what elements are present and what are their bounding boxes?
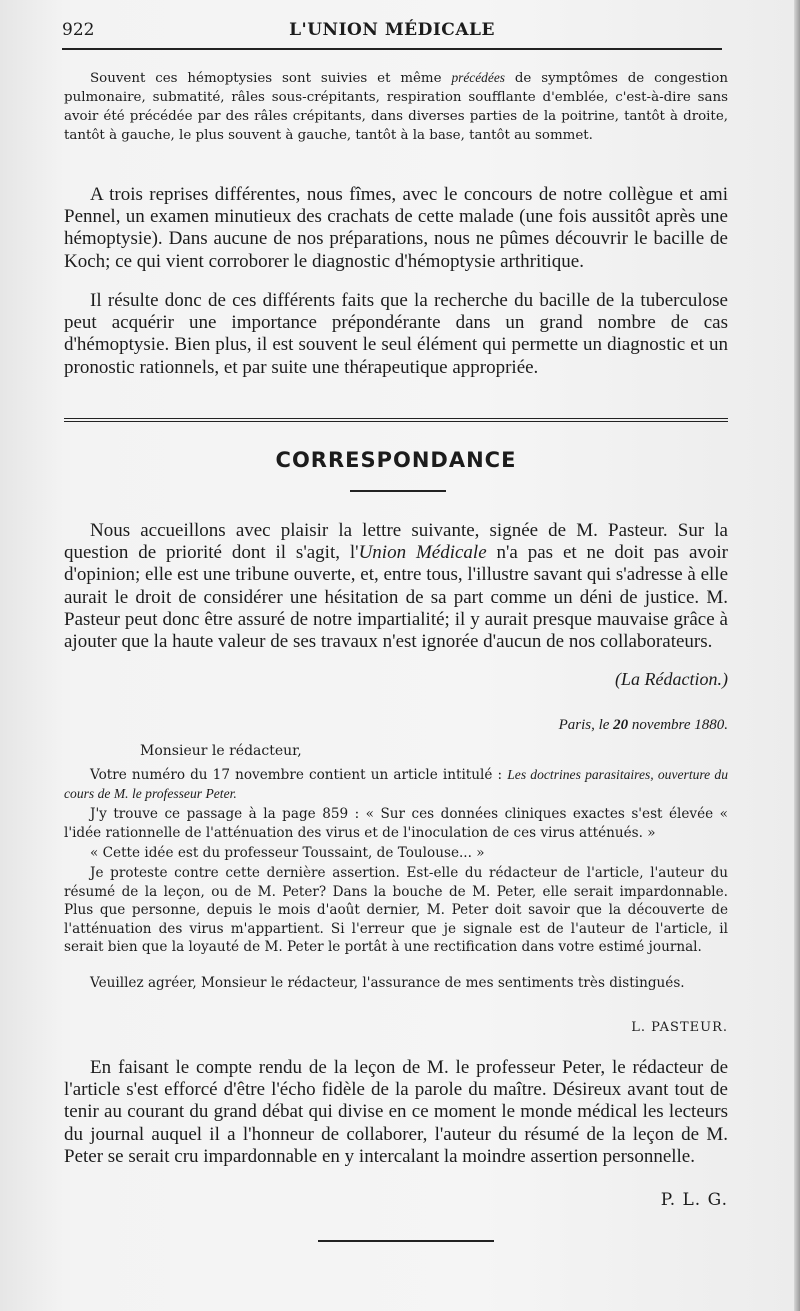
letter-salutation: Monsieur le rédacteur,	[140, 743, 302, 759]
page-edge-shadow	[794, 0, 800, 1311]
intro-paragraph	[64, 68, 728, 145]
letter-paragraph-5: Veuillez agréer, Monsieur le rédacteur, l'assurance de mes sentiments très distingués.	[90, 975, 685, 991]
letter-paragraph-4: Je proteste contre cette dernière assertion. Est-elle du rédacteur de l'article, l'auteur du résumé de la leçon, ou de M. Peter? Dans la bouche de M. Peter, elle serait impardonnable. Plus que personne, depuis le mois d'août dernier, M. Peter doit savoir que la découverte de l'atténuation des virus m'appartient. Si l'erreur que je signale est de l'auteur de l'article, il serait bien que la loyauté de M. Peter le portât à une rectification dans votre estimé journal.	[64, 865, 728, 956]
body-paragraph-2: Il résulte donc de ces différents faits que la recherche du bacille de la tuberculose peut acquérir une importance prépondérante dans un grand nombre de cas d'hémoptysie. Bien plus, il est souvent le seul élément qui permette un diagnostic et un pronostic rationnels, et par suite une thérapeutique appropriée.	[64, 290, 728, 378]
letter-paragraph-1	[64, 766, 728, 803]
editorial-signature: (La Rédaction.)	[615, 669, 728, 689]
closing-rule	[318, 1240, 494, 1242]
letter-date-place: Paris, le	[558, 717, 614, 733]
reply-paragraph: En faisant le compte rendu de la leçon de M. le professeur Peter, le rédacteur de l'article s'est efforcé d'être l'écho fidèle de la parole du maître. Désireux avant tout de tenir au courant du grand débat qui divise en ce moment le monde médical les lecteurs du journal auquel il a l'honneur de collaborer, l'auteur du résumé de la leçon de M. Peter se serait cru impardonnable en y intercalant la moindre assertion personnelle.	[64, 1057, 728, 1167]
letter-date	[64, 717, 728, 734]
letter-signature: L. PASTEUR.	[631, 1020, 728, 1035]
title-underline	[350, 490, 446, 492]
editorial-text-end: n'a pas et ne doit pas avoir d'opinion; elle est une tribune ouverte, et, entre tous, l'illustre savant qui s'adresse à elle aurait le droit de considérer une hésitation de sa part comme un déni de justice. M. Pasteur peut donc être assuré de notre impartialité; il y aurait presque mauvaise grâce à ajouter que la haute valeur de ses travaux n'est ignorée d'aucun de nos collaborateurs.	[64, 542, 728, 653]
letter-p1-article-title: Les doctrines parasitaires, ouverture du cours de M. le professeur Peter.	[64, 767, 728, 801]
intro-text-start: Souvent ces hémoptysies sont suivies et même	[90, 71, 452, 86]
journal-title: L'UNION MÉDICALE	[289, 20, 495, 40]
running-header	[62, 20, 722, 44]
page-number: 922	[62, 20, 95, 40]
editorial-note	[64, 520, 728, 653]
letter-paragraph-3: « Cette idée est du professeur Toussaint, de Toulouse... »	[90, 845, 485, 861]
intro-text-end: de symptômes de congestion pulmonaire, submatité, râles sous-crépitants, respiration soufflante d'emblée, c'est-à-dire sans avoir été précédée par des râles crépitants, dans diverses parties de la poitrine, tantôt à droite, tantôt à gauche, le plus souvent à gauche, tantôt à la base, tantôt au sommet.	[64, 71, 728, 143]
editorial-text-start: Nous accueillons avec plaisir la lettre suivante, signée de M. Pasteur. Sur la question de priorité dont il s'agit, l'	[64, 520, 728, 564]
letter-paragraph-2: J'y trouve ce passage à la page 859 : « Sur ces données cliniques exactes s'est élevée « l'idée rationnelle de l'atténuation des virus et de l'inoculation de ces virus atténués. »	[64, 806, 728, 841]
intro-italic-word: précédées	[451, 70, 505, 85]
letter-date-day: 20	[613, 717, 629, 733]
section-divider	[64, 418, 728, 422]
section-title: CORRESPONDANCE	[275, 448, 517, 472]
editorial-italic: Union Médicale	[358, 542, 487, 564]
header-rule	[62, 48, 722, 50]
reply-signature: P. L. G.	[660, 1190, 728, 1210]
letter-p1-text: Votre numéro du 17 novembre contient un article intitulé :	[90, 767, 508, 783]
body-paragraph-1: A trois reprises différentes, nous fîmes, avec le concours de notre collègue et ami Pennel, un examen minutieux des crachats de cette malade (une fois aussitôt après une hémoptysie). Dans aucune de nos préparations, nous ne pûmes découvrir le bacille de Koch; ce qui vient corroborer le diagnostic d'hémoptysie arthritique.	[64, 184, 728, 272]
letter-date-rest: novembre 1880.	[628, 717, 728, 733]
